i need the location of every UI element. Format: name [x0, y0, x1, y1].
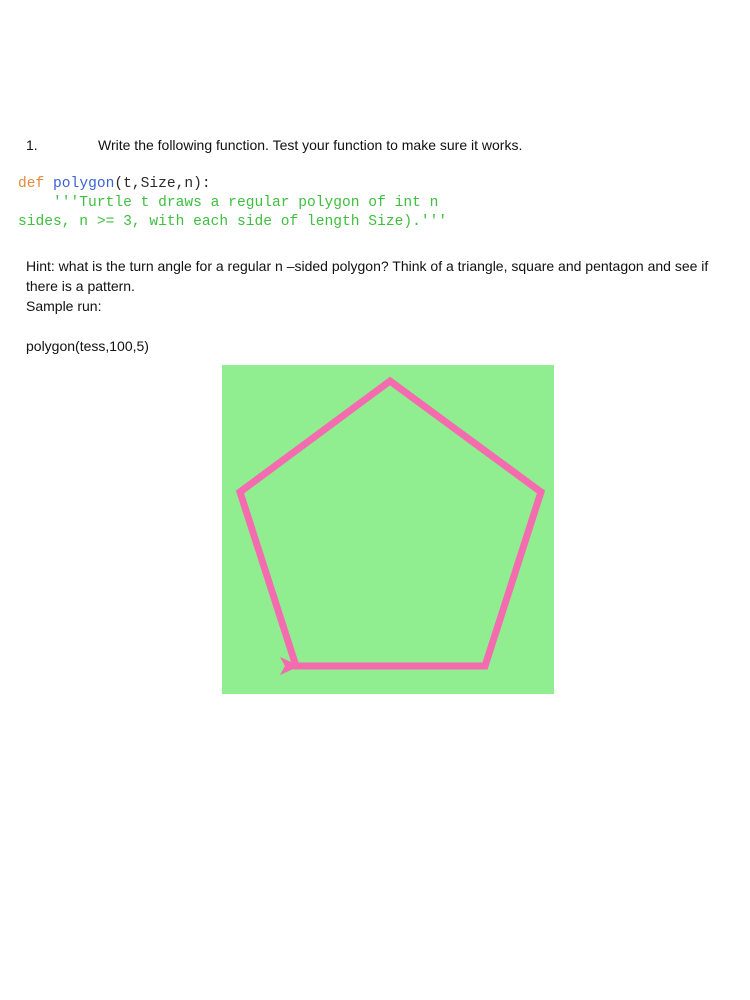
code-function-name: polygon: [53, 176, 115, 192]
code-block: [18, 175, 447, 232]
sample-run-call: polygon(tess,100,5): [26, 338, 149, 354]
code-keyword: def: [18, 176, 45, 192]
hint-text: Hint: what is the turn angle for a regular n –sided polygon? Think of a triangle, square and pentagon and see if there is a pattern.: [26, 258, 709, 294]
turtle-canvas-background: [222, 365, 554, 694]
code-signature: (t,Size,n):: [114, 176, 211, 192]
exercise-instruction: Write the following function. Test your function to make sure it works.: [98, 137, 523, 153]
hint-paragraph: [26, 256, 726, 296]
sample-run-label: Sample run:: [26, 298, 102, 314]
code-docstring-line-2: sides, n >= 3, with each side of length Size).''': [18, 214, 448, 230]
exercise-number: 1.: [26, 137, 38, 153]
turtle-output-figure: [222, 365, 554, 694]
code-docstring-line-1: '''Turtle t draws a regular polygon of int n: [18, 195, 439, 211]
